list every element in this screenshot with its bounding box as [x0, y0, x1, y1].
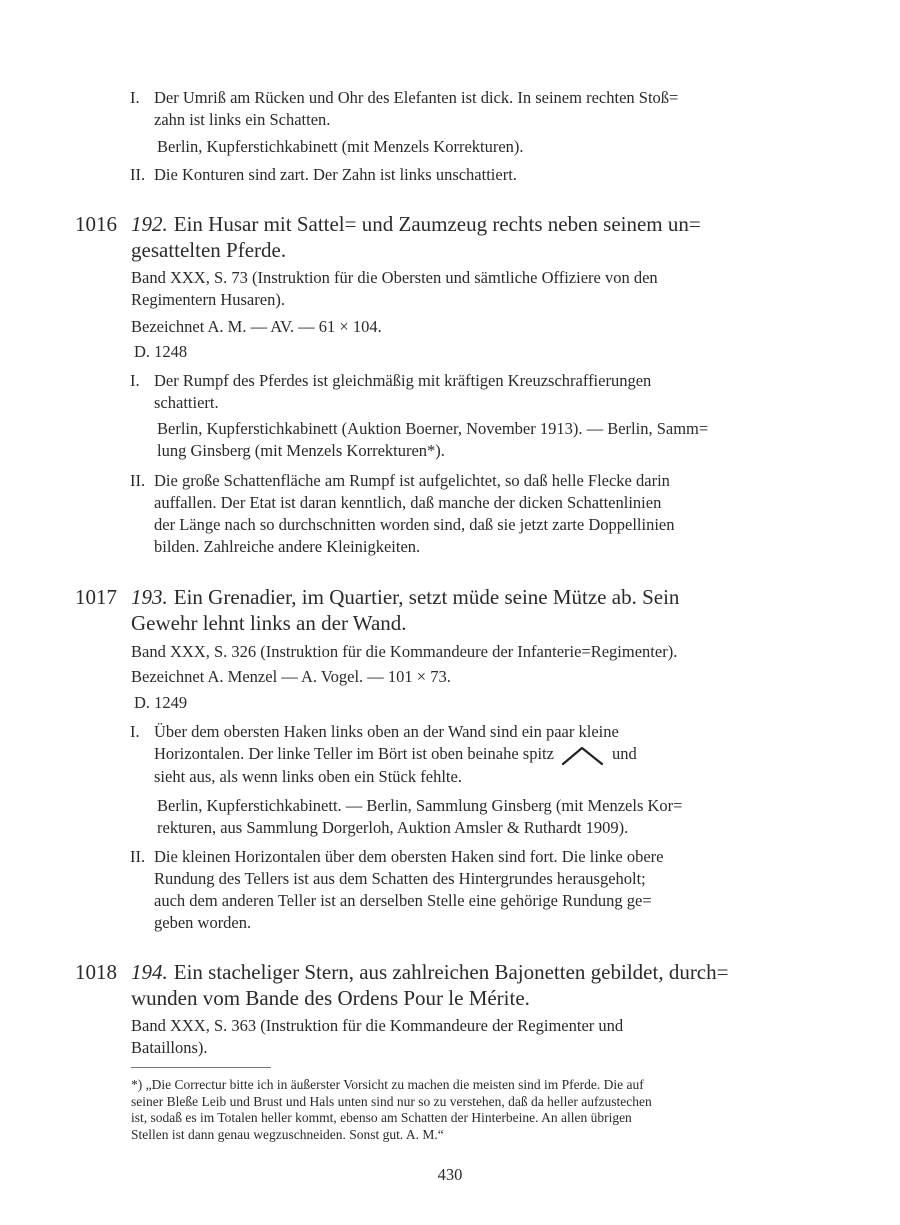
- state-numeral: II.: [130, 471, 146, 490]
- state-text-cont: Rundung des Tellers ist aus dem Schatten des Hintergrundes herausgeholt;: [154, 869, 646, 888]
- catalog-number: 193.: [131, 585, 168, 609]
- state-text-cont: der Länge nach so durchschnitten worden sind, daß sie jetzt zarte Doppellinien: [154, 515, 675, 534]
- state-text: Die kleinen Horizontalen über dem obersten Haken sind fort. Die linke obere: [154, 847, 664, 866]
- entry-title-1017: [131, 584, 821, 636]
- state-text: Die große Schattenfläche am Rumpf ist aufgelichtet, so daß helle Flecke darin: [154, 471, 670, 490]
- page-number: 430: [437, 1165, 463, 1184]
- state-text: Die Konturen sind zart. Der Zahn ist links unschattiert.: [154, 165, 517, 184]
- catalog-number: 194.: [131, 960, 168, 984]
- title-text: Ein Grenadier, im Quartier, setzt müde seine Mütze ab. Sein: [173, 585, 680, 609]
- d-number-1016: D. 1248: [134, 342, 188, 361]
- state-text-cont: zahn ist links ein Schatten.: [154, 110, 331, 129]
- footnote: [131, 1077, 821, 1143]
- state-numeral: II.: [130, 165, 146, 184]
- title-text: Ein Husar mit Sattel= und Zaumzeug rechts neben seinem un=: [173, 212, 701, 236]
- band-reference-1017: Band XXX, S. 326 (Instruktion für die Kommandeure der Infanterie=Regimenter).: [131, 642, 678, 661]
- entry-number-1017: 1017: [75, 585, 117, 609]
- state-numeral: I.: [130, 88, 140, 107]
- state-text-cont: schattiert.: [154, 393, 219, 412]
- state-i-1016: [130, 370, 820, 414]
- title-text: Ein stacheliger Stern, aus zahlreichen Bajonetten gebildet, durch=: [173, 960, 729, 984]
- state-entry-i: [130, 87, 820, 131]
- state-entry-ii: [130, 164, 820, 186]
- state-text: Über dem obersten Haken links oben an der Wand sind ein paar kleine: [154, 722, 619, 741]
- state-ii-1016: [130, 470, 820, 558]
- footnote-line: *) „Die Correctur bitte ich in äußerster Vorsicht zu machen die meisten sind im Pferde. Die auf: [131, 1077, 644, 1092]
- entry-title-1018: [131, 959, 821, 1011]
- location-1017: [157, 795, 822, 839]
- state-text-cont-with-sketch: [130, 743, 820, 766]
- state-ii-1017: [130, 846, 820, 934]
- title-text-cont: wunden vom Bande des Ordens Pour le Mérite.: [131, 986, 530, 1010]
- loc-line: Berlin, Kupferstichkabinett. — Berlin, Sammlung Ginsberg (mit Menzels Kor=: [157, 796, 683, 815]
- entry-number-1018: 1018: [75, 960, 117, 984]
- ref-line: Regimentern Husaren).: [131, 290, 285, 309]
- loc-line: lung Ginsberg (mit Menzels Korrekturen*).: [157, 441, 445, 460]
- d-number-1017: D. 1249: [134, 693, 188, 712]
- entry-title-1016: [131, 211, 821, 263]
- signature-line-1016: Bezeichnet A. M. — AV. — 61 × 104.: [131, 317, 382, 336]
- footnote-line: seiner Bleße Leib und Brust und Hals unten sind nur so zu verstehen, daß da heller aufzustechen: [131, 1093, 652, 1109]
- pointed-arc-sketch-icon: [560, 744, 606, 766]
- state-text-cont: sieht aus, als wenn links oben ein Stück fehlte.: [154, 767, 462, 787]
- state-text-cont: geben worden.: [154, 913, 252, 932]
- ref-line: Bataillons).: [131, 1038, 208, 1057]
- state-text-cont: bilden. Zahlreiche andere Kleinigkeiten.: [154, 537, 421, 556]
- state-text: Der Rumpf des Pferdes ist gleichmäßig mit kräftigen Kreuzschraffierungen: [154, 371, 652, 390]
- title-text-cont: gesattelten Pferde.: [131, 238, 287, 262]
- state-numeral: II.: [130, 847, 146, 866]
- location-1016: [157, 418, 822, 462]
- entry-number-1016: 1016: [75, 212, 117, 236]
- state-text: Der Umriß am Rücken und Ohr des Elefanten ist dick. In seinem rechten Stoß=: [154, 88, 679, 107]
- state-text-cont: auffallen. Der Etat ist daran kenntlich, daß manche der dicken Schattenlinien: [154, 493, 662, 512]
- state-text: und: [611, 744, 637, 763]
- catalog-number: 192.: [131, 212, 168, 236]
- footnote-line: Stellen ist dann genau wegzuschneiden. Sonst gut. A. M.“: [131, 1126, 444, 1142]
- ref-line: Band XXX, S. 73 (Instruktion für die Obersten und sämtliche Offiziere von den: [131, 268, 658, 287]
- state-numeral: I.: [130, 722, 140, 741]
- state-i-1017: [130, 721, 820, 788]
- loc-line: rekturen, aus Sammlung Dorgerloh, Auktion Amsler & Ruthardt 1909).: [157, 818, 629, 837]
- ref-line: Band XXX, S. 363 (Instruktion für die Kommandeure der Regimenter und: [131, 1016, 624, 1035]
- state-numeral: I.: [130, 371, 140, 390]
- location-line: Berlin, Kupferstichkabinett (mit Menzels Korrekturen).: [157, 137, 524, 156]
- state-text: Horizontalen. Der linke Teller im Bört ist oben beinahe spitz: [154, 744, 554, 763]
- state-text-cont: auch dem anderen Teller ist an derselben Stelle eine gehörige Rundung ge=: [154, 891, 652, 910]
- loc-line: Berlin, Kupferstichkabinett (Auktion Boerner, November 1913). — Berlin, Samm=: [157, 419, 709, 438]
- footnote-line: ist, sodaß es im Totalen heller kommt, ebenso am Schatten der Hinterbeine. An allen übrigen: [131, 1110, 632, 1125]
- title-text-cont: Gewehr lehnt links an der Wand.: [131, 611, 407, 635]
- band-reference-1018: [131, 1015, 821, 1059]
- band-reference-1016: [131, 267, 821, 311]
- signature-line-1017: Bezeichnet A. Menzel — A. Vogel. — 101 × 73.: [131, 667, 451, 686]
- footnote-separator: [131, 1067, 271, 1068]
